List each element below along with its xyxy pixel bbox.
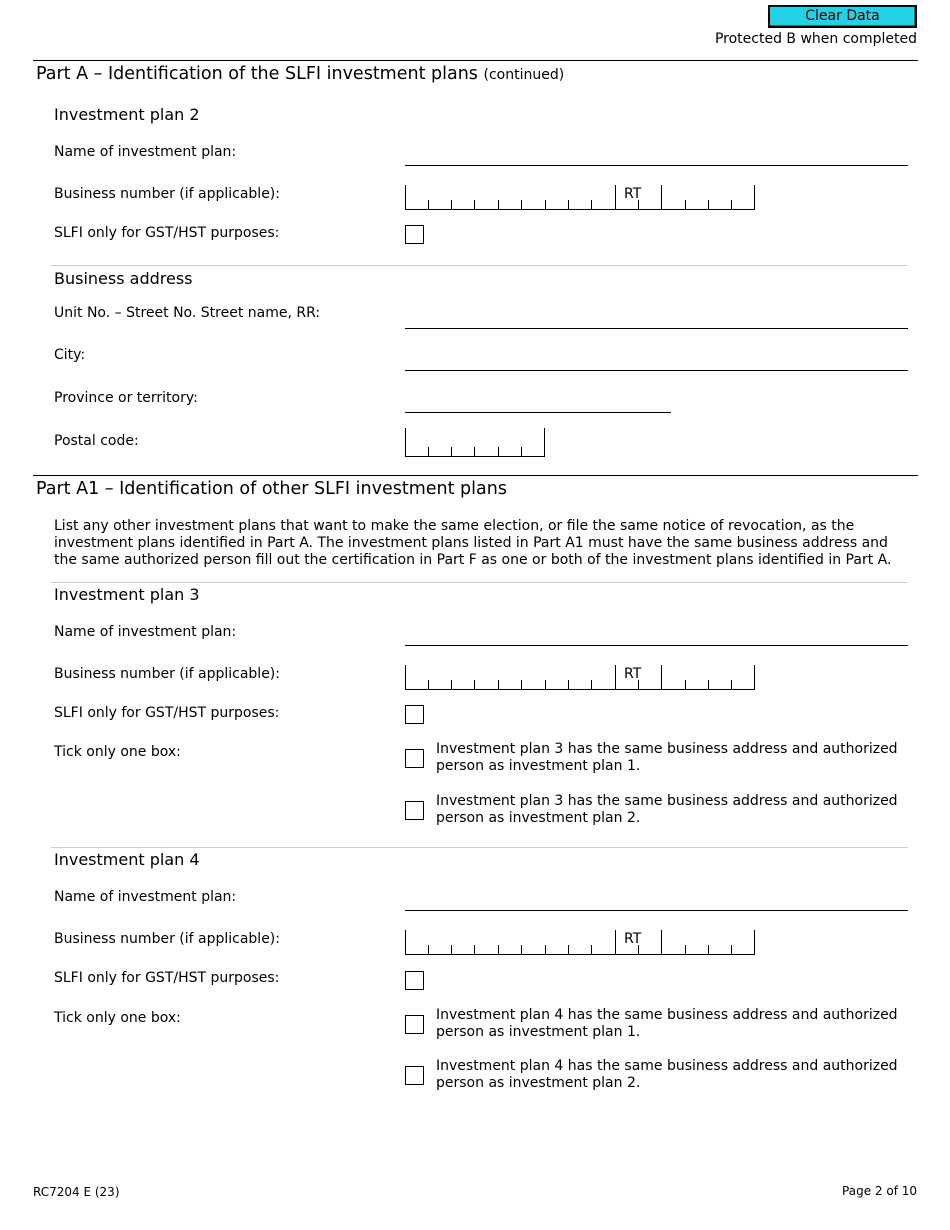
tick — [451, 680, 452, 689]
plan4-bn-program: RT — [624, 931, 642, 947]
tick — [451, 447, 452, 456]
tick — [521, 200, 522, 209]
plan3-option2-checkbox[interactable] — [405, 801, 424, 820]
separator — [51, 847, 908, 848]
tick — [638, 680, 639, 689]
form-id: RC7204 E (23) — [33, 1185, 120, 1199]
tick — [521, 447, 522, 456]
part-a1-title: Part A1 – Identification of other SLFI investment plans — [36, 479, 507, 499]
business-address-title: Business address — [54, 269, 193, 288]
plan4-bn-label: Business number (if applicable): — [54, 931, 280, 947]
plan3-option2-label: Investment plan 3 has the same business address and authorized person as investment plan 2. — [436, 793, 898, 826]
city-label: City: — [54, 347, 86, 363]
tick — [498, 447, 499, 456]
tick — [545, 680, 546, 689]
tick — [545, 945, 546, 954]
plan3-option1-label: Investment plan 3 has the same business address and authorized person as investment plan 1. — [436, 741, 898, 774]
program-divider — [615, 185, 616, 209]
tick — [474, 680, 475, 689]
plan2-name-input[interactable] — [405, 165, 908, 166]
tick — [451, 200, 452, 209]
tick — [428, 447, 429, 456]
separator — [51, 265, 908, 266]
program-divider — [615, 665, 616, 689]
city-input[interactable] — [405, 370, 908, 371]
tick — [685, 200, 686, 209]
tick — [708, 200, 709, 209]
part-a-title — [36, 64, 564, 84]
tick — [498, 200, 499, 209]
plan4-slfi-checkbox[interactable] — [405, 971, 424, 990]
tick — [708, 680, 709, 689]
plan4-name-input[interactable] — [405, 910, 908, 911]
tick — [498, 680, 499, 689]
tick — [521, 680, 522, 689]
tick — [591, 945, 592, 954]
plan4-name-label: Name of investment plan: — [54, 889, 237, 905]
plan4-bn-input[interactable] — [405, 930, 755, 955]
street-label: Unit No. – Street No. Street name, RR: — [54, 305, 321, 321]
plan3-title: Investment plan 3 — [54, 585, 200, 604]
separator — [51, 582, 908, 583]
tick — [428, 200, 429, 209]
tick — [731, 200, 732, 209]
clear-data-button[interactable]: Clear Data — [768, 5, 917, 28]
section-divider — [33, 60, 918, 61]
protected-label: Protected B when completed — [714, 31, 917, 47]
tick — [545, 200, 546, 209]
tick — [591, 680, 592, 689]
tick — [731, 680, 732, 689]
tick — [591, 200, 592, 209]
plan2-bn-input[interactable] — [405, 185, 755, 210]
tick — [428, 945, 429, 954]
plan2-slfi-label: SLFI only for GST/HST purposes: — [54, 225, 280, 241]
program-divider — [661, 665, 662, 689]
tick — [474, 945, 475, 954]
plan2-slfi-checkbox[interactable] — [405, 225, 424, 244]
tick — [521, 945, 522, 954]
plan2-title: Investment plan 2 — [54, 105, 200, 124]
tick — [568, 945, 569, 954]
plan4-option2-checkbox[interactable] — [405, 1066, 424, 1085]
plan3-slfi-label: SLFI only for GST/HST purposes: — [54, 705, 280, 721]
continued-label: (continued) — [483, 67, 565, 83]
plan4-option1-checkbox[interactable] — [405, 1015, 424, 1034]
plan3-bn-program: RT — [624, 666, 642, 682]
tick — [568, 680, 569, 689]
postal-code-input[interactable] — [405, 428, 545, 457]
plan2-name-label: Name of investment plan: — [54, 144, 237, 160]
plan2-bn-label: Business number (if applicable): — [54, 186, 280, 202]
tick — [708, 945, 709, 954]
province-label: Province or territory: — [54, 390, 198, 406]
postal-code-label: Postal code: — [54, 433, 139, 449]
plan3-name-label: Name of investment plan: — [54, 624, 237, 640]
plan3-name-input[interactable] — [405, 645, 908, 646]
plan2-bn-program: RT — [624, 186, 642, 202]
tick — [685, 945, 686, 954]
tick — [638, 945, 639, 954]
part-a-title-text: Part A – Identification of the SLFI investment plans — [36, 64, 478, 84]
plan3-slfi-checkbox[interactable] — [405, 705, 424, 724]
plan3-option1-checkbox[interactable] — [405, 749, 424, 768]
tick — [451, 945, 452, 954]
plan3-bn-label: Business number (if applicable): — [54, 666, 280, 682]
program-divider — [661, 930, 662, 954]
tick — [498, 945, 499, 954]
tick — [428, 680, 429, 689]
plan4-tick-label: Tick only one box: — [54, 1010, 181, 1026]
plan4-option1-label: Investment plan 4 has the same business address and authorized person as investment plan 1. — [436, 1007, 898, 1040]
street-input[interactable] — [405, 328, 908, 329]
tick — [474, 200, 475, 209]
tick — [685, 680, 686, 689]
page-number: Page 2 of 10 — [842, 1184, 917, 1198]
plan4-title: Investment plan 4 — [54, 850, 200, 869]
plan3-tick-label: Tick only one box: — [54, 744, 181, 760]
tick — [731, 945, 732, 954]
program-divider — [661, 185, 662, 209]
plan4-slfi-label: SLFI only for GST/HST purposes: — [54, 970, 280, 986]
province-input[interactable] — [405, 412, 671, 413]
plan3-bn-input[interactable] — [405, 665, 755, 690]
plan4-option2-label: Investment plan 4 has the same business address and authorized person as investment plan 2. — [436, 1058, 898, 1091]
section-divider — [33, 475, 918, 476]
tick — [638, 200, 639, 209]
tick — [568, 200, 569, 209]
tick — [474, 447, 475, 456]
program-divider — [615, 930, 616, 954]
part-a1-intro: List any other investment plans that want to make the same election, or file the same notice of revocation, as the investment plans identified in Part A. The investment plans listed in Part A1 must have the same business address and the same authorized person fill out the certification in Part F as one or both of the investment plans identified in Part A. — [54, 518, 892, 568]
